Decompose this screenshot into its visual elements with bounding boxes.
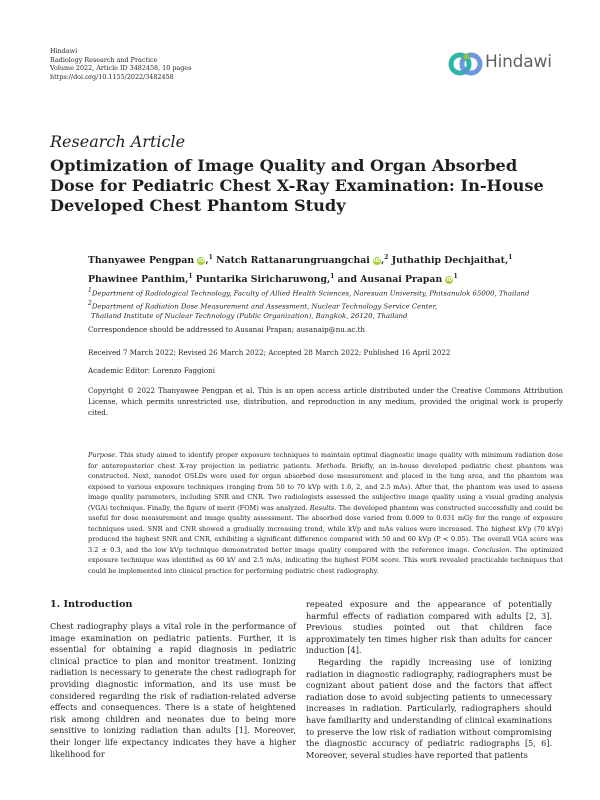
- correspondence: Correspondence should be addressed to Ausanai Prapan; ausanaip@nu.ac.th: [88, 325, 365, 334]
- author-name: Ausanai Prapan: [360, 274, 443, 286]
- affiliation-1: [88, 286, 563, 299]
- orcid-icon[interactable]: iD: [198, 258, 205, 265]
- abstract-results-label: Results.: [309, 503, 337, 512]
- hindawi-logo: [448, 49, 563, 79]
- abstract-methods-label: Methods.: [316, 461, 348, 470]
- body-paragraph: Chest radiography plays a vital role in the performance of image examination on pediatric patients. Further, it is essential for obtaining a rapid diagnosis in pediatric clinical practice to plan and monitor treatment. Ionizing radiation is necessary to generate the chest radiograph for providing diagnostic information, and its use must be considered regarding the risk of radiation-related adverse effects and consequences. There is a state of heightened risk among children and neonates due to being more sensitive to ionizing radiation than adults [1]. Moreover, their longer life expectancy indicates they have a higher likelihood for: [50, 621, 296, 759]
- abstract-purpose: This study aimed to identify proper exposure techniques to maintain optimal diagnostic image quality with minimum radiation dose for anteroposterior chest X-ray projection in pediatric patients.: [88, 451, 563, 470]
- abstract-purpose-label: Purpose.: [88, 451, 118, 459]
- abstract-methods: Briefly, an in-house developed pediatric chest phantom was constructed. Next, nanodot OSLDs were used for organ absorbed dose measurement and placed in the lung area, and the phantom was exposed to various exposure techniques (ranging from 50 to 70 kVp with 1.6, 2, and 2.5 mAs). After that, the phantom was used to assess image quality parameters, including SNR and CNR. Two radiologists assessed the subjective image quality using a visual grading analysis (VGA) technique. Finally, the figure of merit (FOM) was analyzed.: [88, 461, 564, 512]
- author-name: Thanyawee Pengpan: [88, 255, 195, 267]
- doi-link[interactable]: https://doi.org/10.1155/2022/3482458: [50, 72, 174, 81]
- abstract-conclusion: The optimized exposure technique was identified as 60 kV and 2.5 mAs, indicating the highest FOM score. This work revealed practicable techniques that could be implemented into clinical practice for performing pediatric chest radiography.: [88, 545, 564, 575]
- volume-info: Volume 2022, Article ID 3482458, 10 pages: [50, 64, 192, 73]
- abstract: [88, 450, 563, 576]
- abstract-results: The developed phantom was constructed successfully and could be useful for dose measurement and image quality assessment. The absorbed dose varied from 0.009 to 0.031 mGy for the range of exposure techniques used. SNR and CNR showed a gradually increasing trend, while kVp and mAs values were increased. The highest kVp (70 kVp) produced the highest SNR and CNR, exhibiting a significant difference compared with 50 and 60 kVp (P < 0.05). The overall VGA score was 3.2 ± 0.3, and the low kVp technique demonstrated better image quality compared with the reference image.: [88, 503, 563, 554]
- publisher-name: Hindawi: [50, 47, 78, 55]
- journal-name: Radiology Research and Practice: [50, 55, 158, 64]
- hindawi-logo-icon: [448, 49, 484, 79]
- author-list: Thanyawee Pengpan iD,$^1$ Natch Rattanarungruangchai iD,$^2$ Juthathip Dechjaithat,$^1$ Phawinee Panthim,$^1$ Puntarika Siricharuwong,$^1$ and Ausanai Prapan $iD^1$: [88, 254, 513, 286]
- journal-info: [50, 47, 191, 81]
- body-column-right: [306, 599, 552, 761]
- body-paragraph: Regarding the rapidly increasing use of ionizing radiation in diagnostic radiography, radiographers must be cognizant about patient dose and the factors that affect radiation dose to avoid subjecting patients to unnecessary increases in radiation. Particularly, radiographers should have familiarity and understanding of clinical examinations to preserve the low risk of radiation without compromising the diagnostic accuracy of pediatric radiographs [5, 6]. Moreover, several studies have reported that patients: [306, 656, 552, 760]
- logo-wordmark: Hindawi: [485, 52, 552, 72]
- affiliation-sup: 2: [88, 300, 92, 308]
- author-affiliation-sup: 1: [508, 254, 513, 261]
- author-conjunction: and: [337, 274, 357, 286]
- body-column-left: [50, 621, 296, 760]
- academic-editor: Academic Editor: Lorenzo Faggioni: [88, 366, 215, 375]
- affiliation-sup: 1: [88, 287, 92, 294]
- abstract-conclusion-label: Conclusion.: [472, 545, 512, 554]
- article-type: Research Article: [50, 132, 186, 151]
- author-affiliation-sup: 1: [330, 273, 335, 281]
- author-affiliation-sup: 2: [384, 254, 389, 261]
- author-name: Natch Rattanarungruangchai: [216, 255, 370, 267]
- article-title: Optimization of Image Quality and Organ Absorbed Dose for Pediatric Chest X-Ray Examination: In-House Developed Chest Phantom Study: [50, 156, 544, 215]
- affiliation-2: [88, 299, 563, 312]
- affiliation-2-line2: Thailand Institute of Nuclear Technology (Public Organization), Bangkok, 26120, Thailand: [91, 312, 408, 321]
- publication-dates: Received 7 March 2022; Revised 26 March 2022; Accepted 28 March 2022; Published 16 April 2022: [88, 348, 451, 357]
- section-heading: 1. Introduction: [50, 599, 133, 610]
- author-affiliation-sup: 1: [453, 273, 458, 281]
- author-affiliation-sup: 1: [208, 254, 213, 261]
- body-paragraph: repeated exposure and the appearance of potentially harmful effects of radiation compared with adults [2, 3]. Previous studies pointed out that children face approximately ten times higher risk than adults for cancer induction [4].: [306, 599, 552, 656]
- affiliations: [88, 286, 563, 322]
- author-name: Puntarika Siricharuwong: [195, 274, 327, 286]
- affiliation-text: Department of Radiological Technology, Faculty of Allied Health Sciences, Naresuan University, Phitsanulok 65000, Thailand: [91, 289, 530, 298]
- affiliation-text: Department of Radiation Dose Measurement and Assessment, Nuclear Technology Service Center,: [91, 302, 438, 311]
- copyright-notice: Copyright © 2022 Thanyawee Pengpan et al. This is an open access article distributed under the Creative Commons Attribution License, which permits unrestricted use, distribution, and reproduction in any medium, provided the original work is properly cited.: [88, 386, 563, 417]
- orcid-icon[interactable]: iD: [373, 258, 381, 265]
- orcid-icon[interactable]: iD: [446, 277, 453, 284]
- author-name: Phawinee Panthim: [88, 274, 186, 286]
- author-name: Juthathip Dechjaithat: [391, 255, 505, 267]
- author-affiliation-sup: 1: [188, 273, 193, 281]
